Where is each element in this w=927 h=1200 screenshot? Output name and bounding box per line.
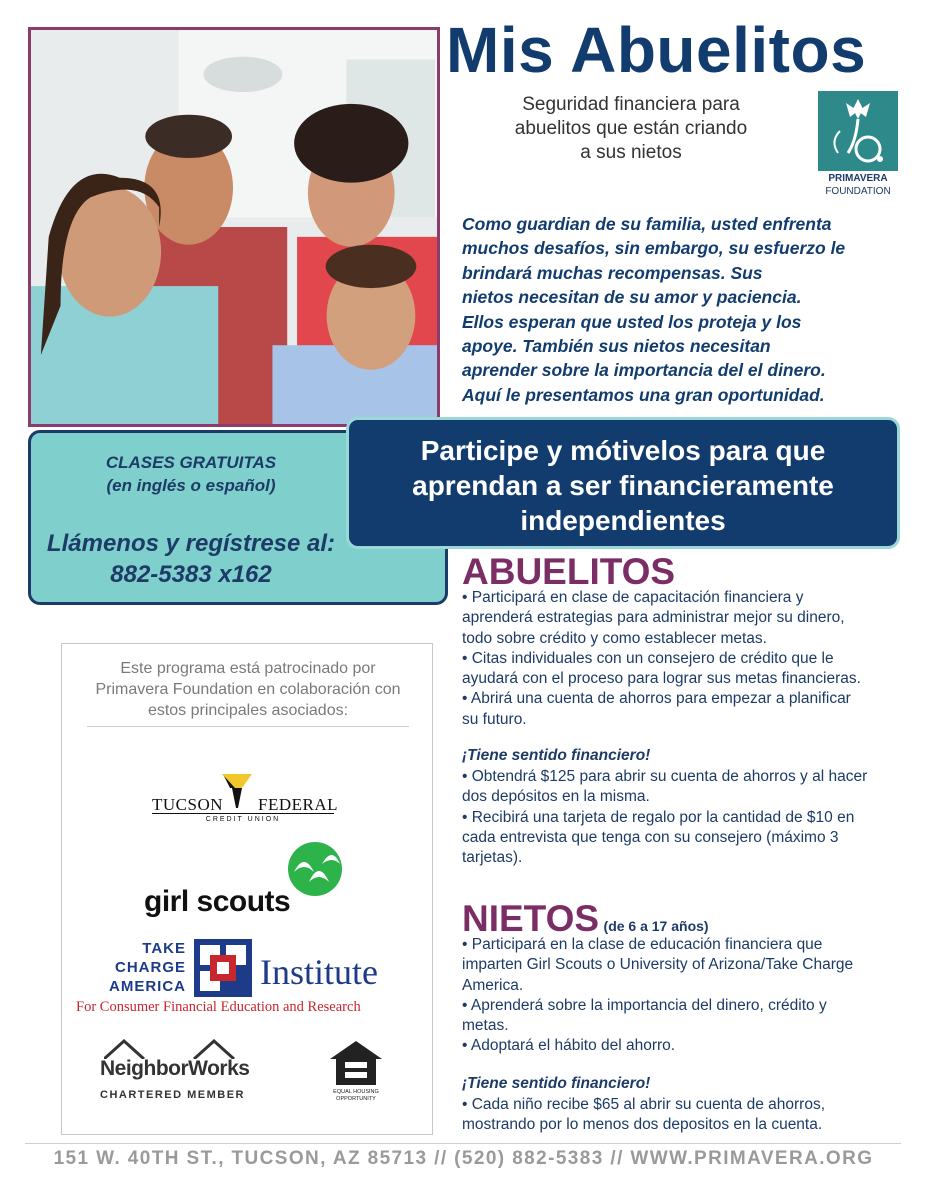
- abuelitos-heading: ABUELITOS: [462, 551, 676, 592]
- bullet-line: • Aprenderá sobre la importancia del dinero, crédito y: [462, 996, 827, 1014]
- intro-line: aprender sobre la importancia del el dinero.: [462, 360, 826, 381]
- neighborworks-logo: [100, 1039, 270, 1109]
- neighborworks-label: NeighborWorks: [100, 1057, 250, 1080]
- logo-name-line1: PRIMAVERA: [828, 173, 888, 184]
- sponsor-line: Primavera Foundation en colaboración con: [95, 681, 401, 698]
- charge-label: CHARGE: [114, 959, 186, 976]
- bullet-line: • Obtendrá $125 para abrir su cuenta de ahorros y al hacer: [462, 768, 868, 785]
- tucson-federal-emblem-icon: [222, 774, 252, 808]
- banner-line: independientes: [520, 505, 726, 536]
- federal-label: FEDERAL: [258, 795, 338, 814]
- nietos-heading: NIETOS: [462, 898, 600, 939]
- nietos-sense-bullets: [462, 1095, 907, 1136]
- nietos-heading-row: [462, 900, 709, 937]
- equal-housing-label: [324, 1089, 388, 1103]
- take-charge-square-icon: [194, 939, 252, 997]
- girl-scouts-label: girl scouts: [144, 885, 291, 918]
- intro-line: brindará muchas recompensas. Sus: [462, 262, 763, 283]
- nietos-bullets: [462, 935, 907, 1057]
- sponsor-line: estos principales asociados:: [147, 702, 349, 719]
- divider: [87, 726, 409, 727]
- tucson-federal-logo: [152, 774, 342, 824]
- intro-line: Como guardian de su familia, usted enfrenta: [462, 214, 832, 234]
- family-photo-icon: [31, 30, 437, 424]
- phone-number: 882-5383 x162: [110, 561, 272, 588]
- abuelitos-sense-bullets: [462, 767, 907, 868]
- bullet-line: • Citas individuales con un consejero de crédito que le: [462, 649, 834, 667]
- equal-housing-line1: EQUAL HOUSING: [333, 1089, 379, 1095]
- nietos-age-note: (de 6 a 17 años): [603, 918, 709, 934]
- bullet-line: • Recibirá una tarjeta de regalo por la cantidad de $10 en: [462, 808, 855, 826]
- page-title: Mis Abuelitos: [446, 14, 867, 86]
- bullet-line: • Participará en clase de capacitación financiera y: [462, 589, 804, 606]
- girl-scouts-trefoil-icon: [284, 842, 346, 897]
- intro-line: nietos necesitan de su amor y paciencia.: [462, 287, 802, 308]
- credit-union-label: CREDIT UNION: [205, 816, 281, 823]
- tucson-label: TUCSON: [152, 795, 224, 814]
- logo-name-line2: FOUNDATION: [825, 186, 891, 197]
- abuelitos-sense-heading: ¡Tiene sentido financiero!: [462, 747, 651, 764]
- abuelitos-bullets: [462, 588, 907, 730]
- bullet-line: cada entrevista que tenga con su consejero (máximo 3: [462, 828, 839, 846]
- america-label: AMERICA: [109, 978, 186, 995]
- sponsor-line: Este programa está patrocinado por: [120, 660, 376, 677]
- motivation-banner: [346, 417, 900, 549]
- primavera-logo: [818, 91, 898, 201]
- bullet-line: metas.: [462, 1017, 509, 1035]
- footer-contact: 151 W. 40TH ST., TUCSON, AZ 85713 // (520) 882-5383 // WWW.PRIMAVERA.ORG: [53, 1148, 874, 1169]
- intro-paragraph: [462, 212, 902, 407]
- bullet-line: • Participará en la clase de educación financiera que: [462, 936, 823, 953]
- banner-line: Participe y mótivelos para que: [420, 435, 826, 466]
- subtitle-line: a sus nietos: [580, 142, 682, 163]
- banner-line: aprendan a ser financieramente: [412, 470, 834, 501]
- family-photo: [28, 27, 440, 427]
- subtitle: [466, 93, 796, 165]
- bullet-line: imparten Girl Scouts o University of Arizona/Take Charge: [462, 956, 854, 974]
- equal-housing-house-icon: [328, 1039, 384, 1087]
- chartered-member-label: CHARTERED MEMBER: [100, 1089, 245, 1101]
- subtitle-line: Seguridad financiera para: [522, 94, 740, 115]
- tucson-rule: [152, 813, 334, 814]
- call-to-register: Llámenos y regístrese al:: [46, 530, 336, 557]
- take-charge-text: [76, 939, 186, 996]
- bullet-line: America.: [462, 976, 524, 994]
- intro-line: Ellos esperan que usted los proteja y los: [462, 311, 802, 332]
- intro-line: Aquí le presentamos una gran oportunidad.: [462, 384, 825, 405]
- primavera-flower-icon: [818, 91, 898, 171]
- bullet-line: tarjetas).: [462, 849, 523, 867]
- intro-line: muchos desafíos, sin embargo, su esfuerzo le: [462, 238, 846, 259]
- bullet-line: todo sobre crédito y como establecer metas.: [462, 629, 767, 647]
- intro-line: apoye. También sus nietos necesitan: [462, 336, 771, 357]
- bullet-line: • Adoptará el hábito del ahorro.: [462, 1037, 676, 1055]
- neighborworks-roof-icon: [104, 1039, 244, 1059]
- sponsor-statement: [62, 658, 434, 721]
- bullet-line: • Cada niño recibe $65 al abrir su cuenta de ahorros,: [462, 1096, 826, 1113]
- footer-divider: [25, 1143, 901, 1144]
- equal-housing-line2: OPPORTUNITY: [336, 1096, 376, 1102]
- take-label: TAKE: [142, 940, 186, 957]
- take-charge-tagline: For Consumer Financial Education and Research: [76, 999, 361, 1015]
- sponsors-box: [61, 643, 433, 1135]
- take-charge-america-logo: [76, 939, 426, 1019]
- bullet-line: • Abrirá una cuenta de ahorros para empezar a planificar: [462, 690, 851, 708]
- equal-housing-logo: [324, 1039, 388, 1109]
- bullet-line: mostrando por lo menos dos depositos en la cuenta.: [462, 1116, 823, 1134]
- bullet-line: ayudará con el proceso para lograr sus metas financieras.: [462, 670, 861, 688]
- bullet-line: aprenderá estrategias para administrar mejor su dinero,: [462, 609, 845, 627]
- bullet-line: dos depósitos en la misma.: [462, 788, 650, 806]
- free-classes-label: CLASES GRATUITAS: [105, 453, 277, 472]
- languages-label: (en inglés o español): [106, 476, 276, 495]
- subtitle-line: abuelitos que están criando: [514, 118, 748, 139]
- institute-label: Institute: [260, 952, 378, 992]
- girl-scouts-logo: [144, 842, 364, 922]
- bullet-line: su futuro.: [462, 710, 527, 728]
- nietos-sense-heading: ¡Tiene sentido financiero!: [462, 1075, 651, 1092]
